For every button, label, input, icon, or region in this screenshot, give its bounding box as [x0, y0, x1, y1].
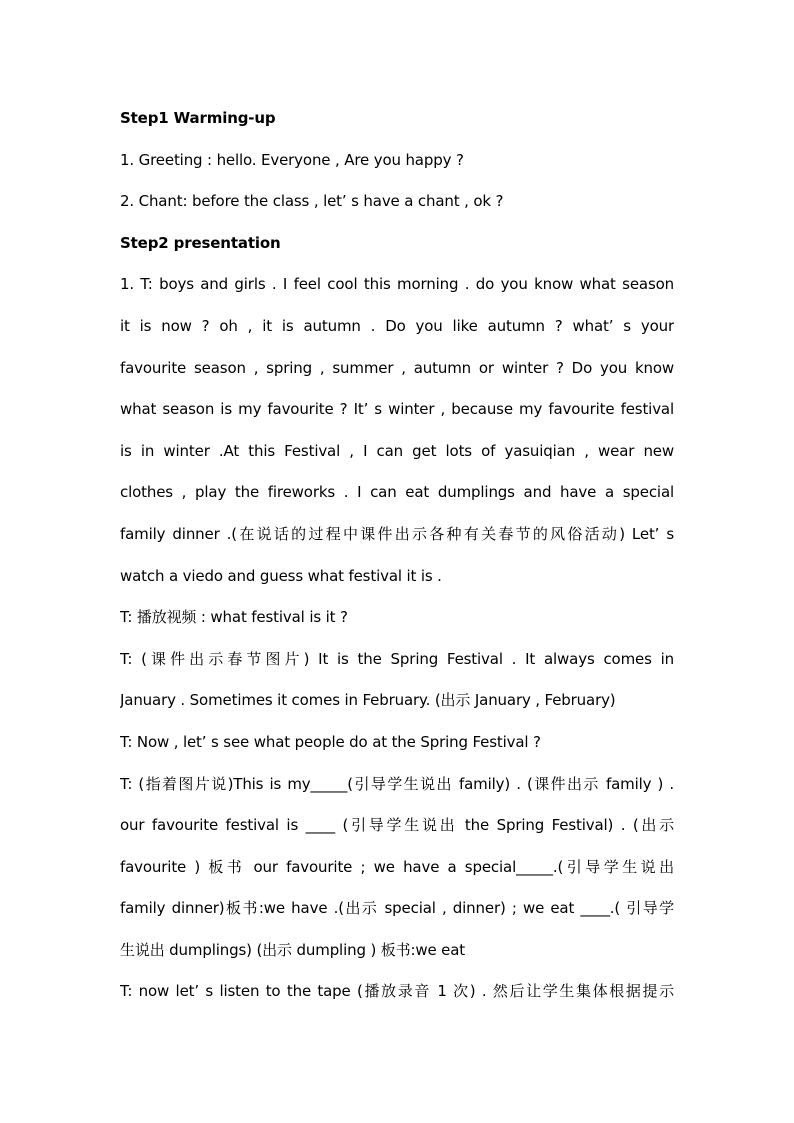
heading-step1: Step1 Warming-up	[120, 109, 276, 127]
paragraph-line: family dinner)板书:we have .(出示 special , dinner) ; we eat ____.( 引导学	[120, 899, 674, 918]
paragraph-line: T: 播放视频 : what festival is it ?	[120, 608, 348, 627]
paragraph-line: T: Now , let’ s see what people do at the Spring Festival ?	[120, 732, 541, 751]
paragraph-line: it is now ? oh , it is autumn . Do you like autumn ? what’ s your	[120, 316, 674, 335]
paragraph-line: 1. Greeting : hello. Everyone , Are you happy ?	[120, 150, 464, 169]
paragraph-line: T: (指着图片说)This is my_____(引导学生说出 family) . (课件出示 family ) .	[120, 774, 674, 793]
paragraph-line: clothes , play the fireworks . I can eat dumplings and have a special	[120, 483, 674, 502]
document-body	[120, 106, 674, 1021]
paragraph-line: favourite season , spring , summer , autumn or winter ? Do you know	[120, 358, 674, 377]
paragraph-line: T: now let’ s listen to the tape (播放录音 1 次) . 然后让学生集体根据提示	[120, 982, 674, 1001]
paragraph-line: watch a viedo and guess what festival it is .	[120, 566, 442, 585]
paragraph-line: is in winter .At this Festival , I can get lots of yasuiqian , wear new	[120, 441, 674, 460]
paragraph-line: our favourite festival is ____ (引导学生说出 the Spring Festival) . (出示	[120, 816, 674, 835]
paragraph-line: 2. Chant: before the class , let’ s have a chant , ok ?	[120, 192, 504, 211]
paragraph-line: 生说出 dumplings) (出示 dumpling ) 板书:we eat	[120, 940, 466, 959]
paragraph-line: favourite ) 板书 our favourite ; we have a special_____.(引导学生说出	[120, 857, 674, 876]
paragraph-line: 1. T: boys and girls . I feel cool this morning . do you know what season	[120, 275, 674, 294]
paragraph-line: family dinner .(在说话的过程中课件出示各种有关春节的风俗活动) Let’ s	[120, 524, 674, 543]
paragraph-line: January . Sometimes it comes in February. (出示 January , February)	[120, 691, 616, 710]
paragraph-line: what season is my favourite ? It’ s winter , because my favourite festival	[120, 400, 674, 419]
heading-step2: Step2 presentation	[120, 233, 281, 252]
paragraph-line: T: (课件出示春节图片) It is the Spring Festival . It always comes in	[120, 649, 674, 668]
